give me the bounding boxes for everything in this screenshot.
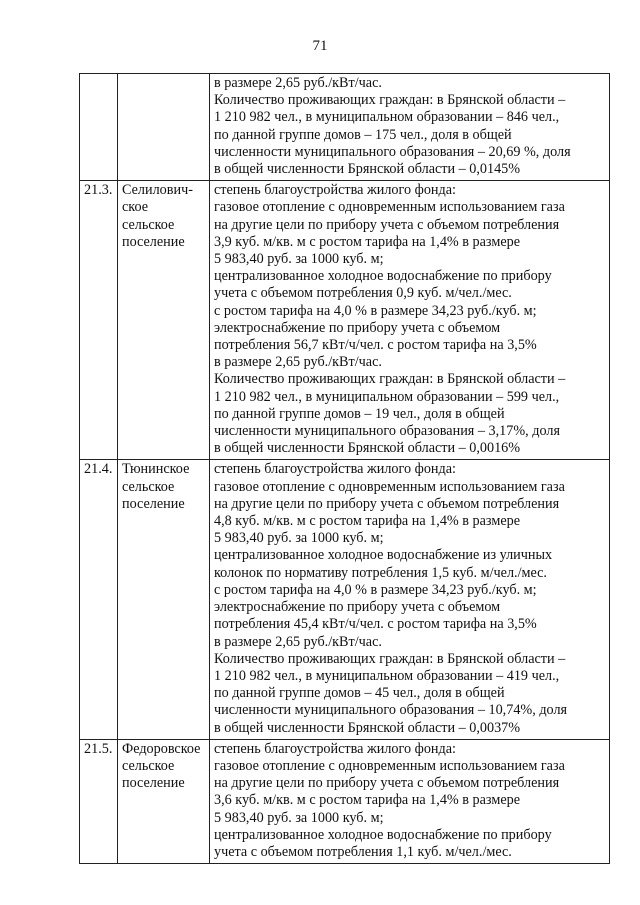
- settlement-name-line: сельское: [122, 216, 175, 233]
- settlement-name-line: сельское: [122, 757, 175, 774]
- page-number: 71: [312, 38, 328, 54]
- table-row: [80, 74, 610, 181]
- description-line: электроснабжение по прибору учета с объемом: [214, 319, 501, 336]
- description-line: газовое отопление с одновременным использованием газа: [214, 757, 565, 774]
- description-line: 3,9 куб. м/кв. м с ростом тарифа на 1,4% в размере: [214, 233, 521, 250]
- description-line: Количество проживающих граждан: в Брянской области –: [214, 650, 566, 667]
- settlement-name-line: поселение: [122, 495, 185, 512]
- description-line: централизованное холодное водоснабжение по прибору: [214, 268, 552, 285]
- description-line: централизованное холодное водоснабжение из уличных: [214, 547, 553, 564]
- description-line: по данной группе домов – 175 чел., доля в общей: [214, 126, 512, 143]
- description-line: численности муниципального образования – 20,69 %, доля: [214, 143, 571, 160]
- settlement-name-line: поселение: [122, 775, 185, 792]
- description-line: учета с объемом потребления 1,1 куб. м/чел./мес.: [214, 843, 512, 860]
- description-line: численности муниципального образования – 10,74%, доля: [214, 702, 568, 719]
- settlement-name: [118, 460, 210, 739]
- description-line: по данной группе домов – 45 чел., доля в общей: [214, 685, 505, 702]
- table-row: [80, 181, 610, 460]
- description-line: в общей численности Брянской области – 0,0145%: [214, 161, 521, 178]
- description-line: по данной группе домов – 19 чел., доля в общей: [214, 405, 505, 422]
- description-line: степень благоустройства жилого фонда:: [214, 182, 456, 199]
- description-line: потребления 56,7 кВт/ч/чел. с ростом тарифа на 3,5%: [214, 337, 537, 354]
- table-body: [80, 74, 610, 864]
- description-line: с ростом тарифа на 4,0 % в размере 34,23 руб./куб. м;: [214, 302, 537, 319]
- table-row: [80, 460, 610, 739]
- description-line: на другие цели по прибору учета с объемом потребления: [214, 216, 560, 233]
- settlement-name-line: Тюнинское: [122, 461, 190, 478]
- settlement-name: [118, 74, 210, 181]
- description-line: электроснабжение по прибору учета с объемом: [214, 599, 501, 616]
- description-cell: [210, 181, 610, 460]
- description-cell: [210, 460, 610, 739]
- description-line: 1 210 982 чел., в муниципальном образовании – 846 чел.,: [214, 109, 560, 126]
- settlement-name-line: ское: [122, 199, 149, 216]
- settlement-name-line: Федоровское: [122, 740, 201, 757]
- description-cell: [210, 739, 610, 863]
- row-number: 21.4.: [80, 460, 118, 739]
- description-line: в размере 2,65 руб./кВт/час.: [214, 354, 382, 371]
- description-line: 5 983,40 руб. за 1000 куб. м;: [214, 809, 384, 826]
- description-line: 5 983,40 руб. за 1000 куб. м;: [214, 530, 384, 547]
- description-line: потребления 45,4 кВт/ч/чел. с ростом тарифа на 3,5%: [214, 616, 537, 633]
- description-line: степень благоустройства жилого фонда:: [214, 740, 456, 757]
- description-line: степень благоустройства жилого фонда:: [214, 461, 456, 478]
- description-line: газовое отопление с одновременным использованием газа: [214, 199, 565, 216]
- table-row: [80, 739, 610, 863]
- tariff-table: [79, 73, 610, 864]
- settlement-name: [118, 181, 210, 460]
- description-line: численности муниципального образования – 3,17%, доля: [214, 423, 560, 440]
- description-line: в общей численности Брянской области – 0,0037%: [214, 719, 521, 736]
- description-line: на другие цели по прибору учета с объемом потребления: [214, 775, 560, 792]
- description-line: колонок по нормативу потребления 1,5 куб. м/чел./мес.: [214, 564, 547, 581]
- description-line: 5 983,40 руб. за 1000 куб. м;: [214, 251, 384, 268]
- description-line: Количество проживающих граждан: в Брянской области –: [214, 371, 566, 388]
- settlement-name-line: сельское: [122, 478, 175, 495]
- description-cell: [210, 74, 610, 181]
- description-line: в размере 2,65 руб./кВт/час.: [214, 75, 382, 91]
- description-line: газовое отопление с одновременным использованием газа: [214, 478, 565, 495]
- description-line: учета с объемом потребления 0,9 куб. м/чел./мес.: [214, 285, 512, 302]
- description-line: 3,6 куб. м/кв. м с ростом тарифа на 1,4% в размере: [214, 792, 521, 809]
- settlement-name-line: поселение: [122, 233, 185, 250]
- row-number: 21.3.: [80, 181, 118, 460]
- settlement-name-line: Селилович-: [122, 182, 193, 199]
- settlement-name: [118, 739, 210, 863]
- description-line: 1 210 982 чел., в муниципальном образовании – 419 чел.,: [214, 667, 560, 684]
- row-number: [80, 74, 118, 181]
- description-line: централизованное холодное водоснабжение по прибору: [214, 826, 552, 843]
- description-line: с ростом тарифа на 4,0 % в размере 34,23 руб./куб. м;: [214, 581, 537, 598]
- description-line: 4,8 куб. м/кв. м с ростом тарифа на 1,4% в размере: [214, 513, 521, 530]
- description-line: в размере 2,65 руб./кВт/час.: [214, 633, 382, 650]
- description-line: в общей численности Брянской области – 0,0016%: [214, 440, 521, 457]
- row-number: 21.5.: [80, 739, 118, 863]
- description-line: на другие цели по прибору учета с объемом потребления: [214, 495, 560, 512]
- description-line: 1 210 982 чел., в муниципальном образовании – 599 чел.,: [214, 388, 560, 405]
- description-line: Количество проживающих граждан: в Брянской области –: [214, 92, 566, 109]
